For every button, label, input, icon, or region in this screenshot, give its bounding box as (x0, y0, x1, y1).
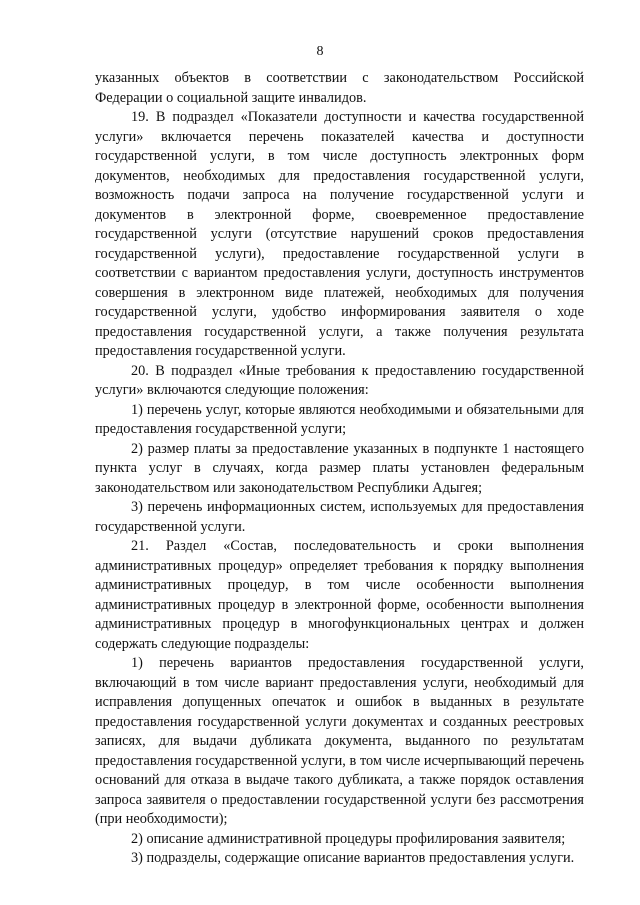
paragraph-19: 19. В подраздел «Показатели доступности и качества государственной услуги» включается перечень показателей качества и доступности государственной услуги, в том числе доступность электронных форм документов, необходимых для предоставления государственной услуги, возможность подачи запроса на получение государственной услуги и документов в электронной форме, своевременное предоставление государственной услуги (отсутствие нарушений сроков предоставления государственной услуги), предоставление государственной услуги в соответствии с вариантом предоставления услуги, доступность инструментов совершения в электронном виде платежей, необходимых для получения государственной услуги, удобство информирования заявителя о ходе предоставления государственной услуги, а также получения результата предоставления государственной услуги. (95, 109, 584, 359)
paragraph-21: 21. Раздел «Состав, последовательность и сроки выполнения административных процедур» определяет требования к порядку выполнения административных процедур, в том числе особенности выполнения административных процедур в электронной форме, особенности выполнения административных процедур в многофункциональных центрах и должен содержать следующие подразделы: (95, 538, 584, 652)
document-body (95, 69, 584, 869)
paragraph-21-item-3: 3) подразделы, содержащие описание вариантов предоставления услуги. (131, 850, 575, 866)
page-number: 8 (316, 44, 324, 59)
paragraph-21-item-2: 2) описание административной процедуры профилирования заявителя; (131, 830, 566, 847)
paragraph-20: 20. В подраздел «Иные требования к предоставлению государственной услуги» включаются следующие положения: (95, 362, 584, 398)
paragraph-21-item-1: 1) перечень вариантов предоставления государственной услуги, включающий в том числе вариант предоставления услуги, необходимый для исправления допущенных опечаток и ошибок в выданных в результате предоставления государственной услуги документах и созданных реестровых записях, для выдачи дубликата документа, выданного по результатам предоставления государственной услуги, в том числе исчерпывающий перечень оснований для отказа в выдаче такого дубликата, а также порядок оставления запроса заявителя о предоставлении государственной услуги без рассмотрения (при необходимости); (95, 655, 584, 827)
paragraph-20-item-3: 3) перечень информационных систем, используемых для предоставления государственной услуги. (95, 499, 584, 535)
paragraph-20-item-2: 2) размер платы за предоставление указанных в подпункте 1 настоящего пункта услуг в случаях, когда размер платы установлен федеральным законодательством или законодательством Республики Адыгея; (95, 440, 584, 496)
paragraph-continuation: указанных объектов в соответствии с законодательством Российской Федерации о социальной защите инвалидов. (95, 70, 584, 106)
paragraph-20-item-1: 1) перечень услуг, которые являются необходимыми и обязательными для предоставления государственной услуги; (95, 401, 584, 437)
